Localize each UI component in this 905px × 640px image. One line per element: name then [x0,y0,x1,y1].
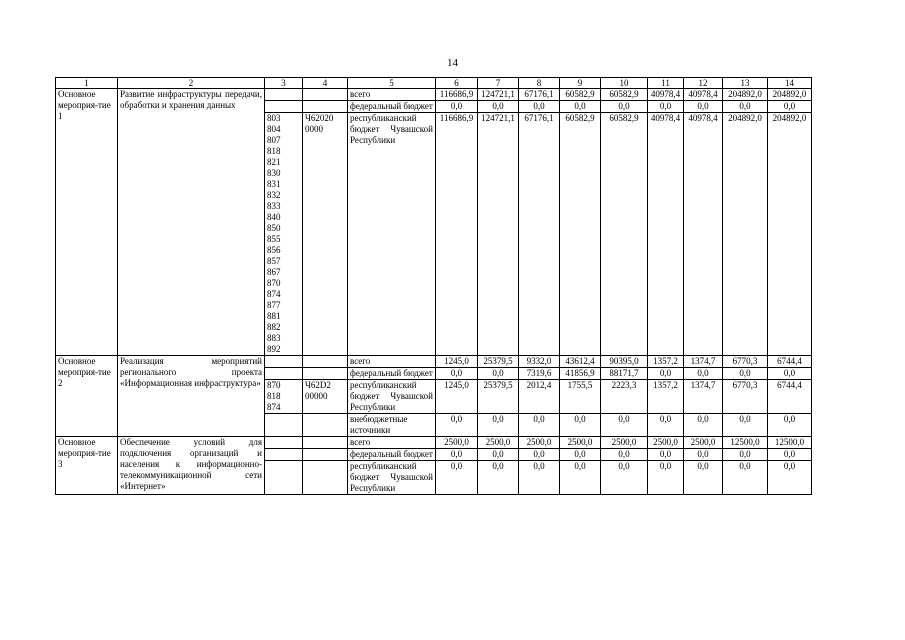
value-cell: 0,0 [436,414,478,437]
value-cell: 6744,4 [768,380,812,414]
value-cell: 43612,4 [560,356,601,368]
value-cell: 0,0 [768,414,812,437]
page-number: 14 [447,57,458,69]
value-cell: 60582,9 [601,113,648,356]
funding-source-cell: всего [348,89,436,101]
table-row [56,437,812,449]
value-cell: 0,0 [684,101,723,113]
value-cell: 60582,9 [560,113,601,356]
value-cell: 0,0 [560,101,601,113]
budget-codes-cell [265,461,303,495]
value-cell: 116686,9 [436,113,478,356]
value-cell: 0,0 [478,461,519,495]
budget-codes-cell [265,89,303,101]
funding-source-cell: республиканский бюджет Чувашской Республики [348,380,436,414]
value-cell: 0,0 [436,461,478,495]
target-article-cell [303,461,348,495]
value-cell: 40978,4 [648,89,684,101]
target-article-cell [303,356,348,368]
budget-codes-list: 870 818 874 [267,380,281,412]
value-cell: 1374,7 [684,356,723,368]
value-cell: 7319,6 [519,368,560,380]
target-article-cell [303,101,348,113]
target-article-cell [303,414,348,437]
budget-codes-cell [265,113,303,356]
value-cell: 12500,0 [768,437,812,449]
value-cell: 0,0 [684,414,723,437]
table-row [56,89,812,101]
value-cell: 60582,9 [560,89,601,101]
value-cell: 67176,1 [519,113,560,356]
value-cell: 0,0 [519,461,560,495]
value-cell: 6744,4 [768,356,812,368]
value-cell: 25379,5 [478,380,519,414]
value-cell: 0,0 [768,461,812,495]
header-cell: 7 [478,78,519,89]
table-body [56,78,812,495]
funding-source-cell: внебюджетные источники [348,414,436,437]
event-name-cell: Основное мероприя-тие 1 [56,89,118,356]
value-cell: 25379,5 [478,356,519,368]
value-cell: 2223,3 [601,380,648,414]
value-cell: 6770,3 [723,356,768,368]
header-cell: 3 [265,78,303,89]
value-cell: 0,0 [684,368,723,380]
value-cell: 0,0 [436,449,478,461]
value-cell: 0,0 [601,461,648,495]
value-cell: 0,0 [648,461,684,495]
value-cell: 0,0 [519,101,560,113]
value-cell: 1245,0 [436,356,478,368]
value-cell: 90395,0 [601,356,648,368]
value-cell: 2500,0 [478,437,519,449]
value-cell: 0,0 [601,449,648,461]
budget-table [55,77,812,495]
value-cell: 2500,0 [684,437,723,449]
target-article-cell [303,449,348,461]
event-name-cell: Основное мероприя-тие 3 [56,437,118,495]
funding-source-cell: федеральный бюджет [348,449,436,461]
event-title-cell: Обеспечение условий для подключения организаций и населения к информационно-телекоммуникационной сети «Интернет» [118,437,265,495]
header-cell: 11 [648,78,684,89]
value-cell: 40978,4 [684,113,723,356]
budget-codes-list: 803 804 807 818 821 830 831 832 833 840 850 855 856 857 867 870 874 877 881 882 883 892 [267,113,281,354]
funding-source-cell: всего [348,437,436,449]
value-cell: 0,0 [684,449,723,461]
value-cell: 204892,0 [768,113,812,356]
value-cell: 0,0 [560,414,601,437]
table-row [56,356,812,368]
target-article-cell: Ч62D2 00000 [303,380,348,414]
value-cell: 0,0 [478,449,519,461]
value-cell: 1245,0 [436,380,478,414]
value-cell: 0,0 [723,449,768,461]
value-cell: 0,0 [648,101,684,113]
value-cell: 0,0 [436,101,478,113]
value-cell: 40978,4 [648,113,684,356]
value-cell: 6770,3 [723,380,768,414]
value-cell: 0,0 [519,449,560,461]
value-cell: 2500,0 [648,437,684,449]
value-cell: 41856,9 [560,368,601,380]
header-cell: 12 [684,78,723,89]
value-cell: 2012,4 [519,380,560,414]
value-cell: 0,0 [723,368,768,380]
value-cell: 2500,0 [519,437,560,449]
header-cell: 10 [601,78,648,89]
value-cell: 116686,9 [436,89,478,101]
header-cell: 9 [560,78,601,89]
value-cell: 0,0 [436,368,478,380]
value-cell: 0,0 [601,101,648,113]
value-cell: 40978,4 [684,89,723,101]
value-cell: 124721,1 [478,113,519,356]
funding-source-cell: республиканский бюджет Чувашской Республики [348,113,436,356]
value-cell: 0,0 [684,461,723,495]
value-cell: 1357,2 [648,380,684,414]
value-cell: 0,0 [478,101,519,113]
value-cell: 204892,0 [723,89,768,101]
target-article-cell [303,437,348,449]
funding-source-cell: республиканский бюджет Чувашской Республики [348,461,436,495]
value-cell: 0,0 [768,101,812,113]
value-cell: 0,0 [519,414,560,437]
value-cell: 9332,0 [519,356,560,368]
value-cell: 0,0 [560,461,601,495]
value-cell: 60582,9 [601,89,648,101]
value-cell: 0,0 [560,449,601,461]
value-cell: 0,0 [648,449,684,461]
value-cell: 88171,7 [601,368,648,380]
funding-source-cell: федеральный бюджет [348,101,436,113]
target-article-cell: Ч62020 0000 [303,113,348,356]
value-cell: 0,0 [768,368,812,380]
header-cell: 8 [519,78,560,89]
value-cell: 0,0 [478,414,519,437]
header-cell: 5 [348,78,436,89]
value-cell: 1357,2 [648,356,684,368]
header-cell: 14 [768,78,812,89]
event-name-cell: Основное мероприя-тие 2 [56,356,118,437]
value-cell: 1755,5 [560,380,601,414]
funding-source-cell: всего [348,356,436,368]
value-cell: 0,0 [478,368,519,380]
value-cell: 0,0 [601,414,648,437]
header-cell: 2 [118,78,265,89]
header-row [56,78,812,89]
value-cell: 2500,0 [436,437,478,449]
budget-codes-cell [265,449,303,461]
value-cell: 204892,0 [723,113,768,356]
target-article-cell [303,368,348,380]
value-cell: 0,0 [648,368,684,380]
event-title-cell: Развитие инфраструктуры передачи, обработки и хранения данных [118,89,265,356]
value-cell: 12500,0 [723,437,768,449]
value-cell: 2500,0 [601,437,648,449]
value-cell: 0,0 [648,414,684,437]
value-cell: 0,0 [723,414,768,437]
budget-codes-cell [265,101,303,113]
funding-source-cell: федеральный бюджет [348,368,436,380]
budget-codes-cell [265,356,303,368]
value-cell: 1374,7 [684,380,723,414]
header-cell: 6 [436,78,478,89]
budget-codes-cell [265,414,303,437]
header-cell: 13 [723,78,768,89]
target-article-cell [303,89,348,101]
header-cell: 1 [56,78,118,89]
header-cell: 4 [303,78,348,89]
budget-codes-cell [265,437,303,449]
budget-codes-cell [265,368,303,380]
value-cell: 0,0 [723,461,768,495]
value-cell: 67176,1 [519,89,560,101]
value-cell: 0,0 [768,449,812,461]
budget-codes-cell [265,380,303,414]
value-cell: 2500,0 [560,437,601,449]
value-cell: 124721,1 [478,89,519,101]
event-title-cell: Реализация мероприятий регионального проекта «Информационная инфраструктура» [118,356,265,437]
value-cell: 0,0 [723,101,768,113]
value-cell: 204892,0 [768,89,812,101]
